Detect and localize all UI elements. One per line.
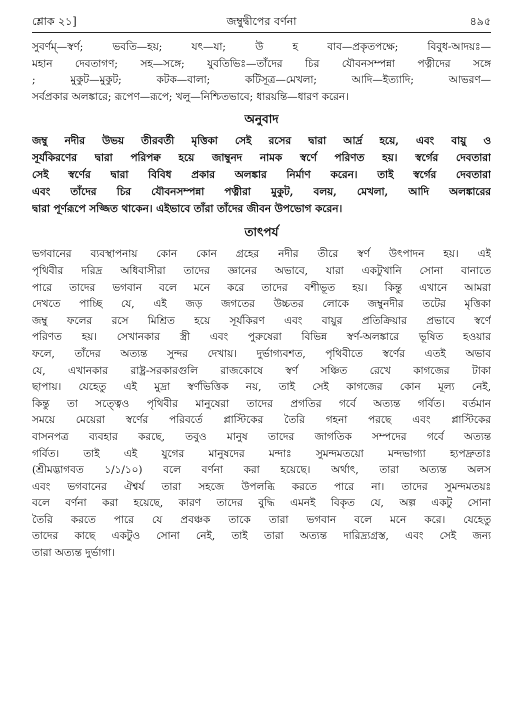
purport-line: জম্বু ফলের রসে মিশ্রিত হয়ে সূর্যকিরণ এবং বায়ুর প্রতিক্রিয়ার প্রভাবে স্বর্ণে <box>32 314 491 327</box>
purport-line: তারা অত্যন্ত দুর্ভাগা। <box>32 547 115 560</box>
purport-line: ছাপায়। যেহেতু এই মুদ্রা স্বর্ণভিত্তিক নয়, তাই সেই কাগজের কোন মূল্য নেই, <box>32 381 491 394</box>
synonyms-section <box>32 39 491 105</box>
purport-line: (শ্রীমদ্ভাগবত ১/১/১০) বলে বর্ণনা করা হয়েছে। অর্থাৎ, তারা অত্যন্ত অলস <box>32 464 491 477</box>
purport-line: গর্বিত। তাই এই যুগের মানুষদের মন্দাঃ সুমন্দমতয়ো মন্দভাগ্যা হ্যপদ্রুতাঃ <box>32 447 491 460</box>
purport-line: পরিণত হয়। সেখানকার স্ত্রী এবং পুরুষেরা বিভিন্ন স্বর্ণ-অলঙ্কারে ভূষিত হওয়ার <box>32 331 491 344</box>
page-number: ৪৯৫ <box>469 15 491 28</box>
purport-line: বলে বর্ণনা করা হয়েছে, কারণ তাদের বুদ্ধি এমনই বিকৃত যে, অল্প একটু সোনা <box>32 497 491 510</box>
purport-line: ভগবানের ব্যবস্থাপনায় কোন কোন গ্রহের নদীর তীরে স্বর্ণ উৎপাদন হয়। এই <box>32 248 491 261</box>
purport-section <box>32 246 491 561</box>
purport-heading: তাৎপর্য <box>244 225 279 240</box>
translation-section <box>32 133 491 218</box>
synonyms-line: সর্বপ্রকার অলঙ্কারে; রূপেণ—রূপে; খলু—নিশ্চিতভাবে; ধারয়ন্তি—ধারণ করেন। <box>32 90 349 103</box>
page-header <box>32 8 491 33</box>
purport-line: বাসনপত্র ব্যবহার করছে, তবুও মানুষ তাদের জাগতিক সম্পদের গর্বে অত্যন্ত <box>32 430 491 443</box>
purport-line: কিন্তু তা সত্ত্বেও পৃথিবীর মানুষেরা তাদের প্রগতির গর্বে অত্যন্ত গর্বিত। বর্তমান <box>32 397 491 410</box>
purport-line: পৃথিবীর দরিদ্র অধিবাসীরা তাদের জ্ঞানের অভাবে, যারা একটুখানি সোনা বানাতে <box>32 264 491 277</box>
translation-line: এবং তাঁদের চির যৌবনসম্পন্না পত্নীরা মুকুট, বলয়, মেখলা, আদি অলঙ্কারের <box>32 186 491 199</box>
translation-heading: অনুবাদ <box>244 112 279 127</box>
purport-line: সময়ে মেয়েরা স্বর্ণের পরিবর্তে প্লাস্টিকের তৈরি গহনা পরছে এবং প্লাস্টিকের <box>32 414 491 427</box>
translation-line: সূর্যকিরণের দ্বারা পরিপক্ব হয়ে জাম্বুনদ নামক স্বর্ণে পরিণত হয়। স্বর্গের দেবতারা <box>32 152 491 165</box>
synonyms-line: সুবর্ণম্—স্বর্ণ; ভবতি—হয়; যৎ—যা; উ হ বাব—প্রকৃতপক্ষে; বিবুধ-আদয়ঃ— <box>32 41 491 53</box>
purport-line: এবং ভগবানের ঐশ্বর্য তারা সহজে উপলব্ধি করতে পারে না। তাদের সুমন্দমতয়ঃ <box>32 480 491 493</box>
purport-line: ফলে, তাঁদের অত্যন্ত সুন্দর দেখায়। দুর্ভাগ্যবশত, পৃথিবীতে স্বর্ণের এতই অভাব <box>32 347 491 360</box>
purport-line: পারে তাদের ভগবান বলে মনে করে তাদের বশীভূত হয়। কিন্তু এখানে আমরা <box>32 281 491 294</box>
synonyms-line: মহান দেবতাগণ; সহ—সঙ্গে; যুবতিভিঃ—তাঁদের চির যৌবনসম্পন্না পত্নীদের সঙ্গে <box>32 57 491 70</box>
translation-line: সেই স্বর্ণের দ্বারা বিবিধ প্রকার অলঙ্কার নির্মাণ করেন। তাই স্বর্গের দেবতারা <box>32 169 491 182</box>
translation-line: জম্বু নদীর উভয় তীরবর্তী মৃত্তিকা সেই রসের দ্বারা আর্দ্র হয়ে, এবং বায়ু ও <box>32 135 491 148</box>
verse-number: শ্লোক ২১] <box>32 15 77 28</box>
purport-line: যে, এখানকার রাষ্ট্র-সরকারগুলি রাজকোষে স্বর্ণ সঞ্চিত রেখে কাগজের টাকা <box>32 364 491 377</box>
purport-line: তৈরি করতে পারে যে প্রবঞ্চক তাকে তারা ভগবান বলে মনে করে। যেহেতু <box>32 513 491 526</box>
purport-line: দেখতে পাচ্ছি যে, এই জড় জগতের উচ্চতর লোকে জম্বুনদীর তটের মৃত্তিকা <box>32 298 491 311</box>
synonyms-line: ; মুকুট—মুকুট; কটক—বালা; কটিসূত্র—মেখলা; আদি—ইত্যাদি; আভরণ— <box>32 74 491 87</box>
purport-line: তাদের কাছে একটুও সোনা নেই, তাই তারা অত্যন্ত দারিদ্র্যগ্রস্ত, এবং সেই জন্য <box>32 530 491 543</box>
translation-line: দ্বারা পূর্ণরূপে সজ্জিত থাকেন। এইভাবে তাঁরা তাঁদের জীবন উপভোগ করেন। <box>32 203 343 216</box>
chapter-title: জম্বুদ্বীপের বর্ণনা <box>226 15 297 28</box>
